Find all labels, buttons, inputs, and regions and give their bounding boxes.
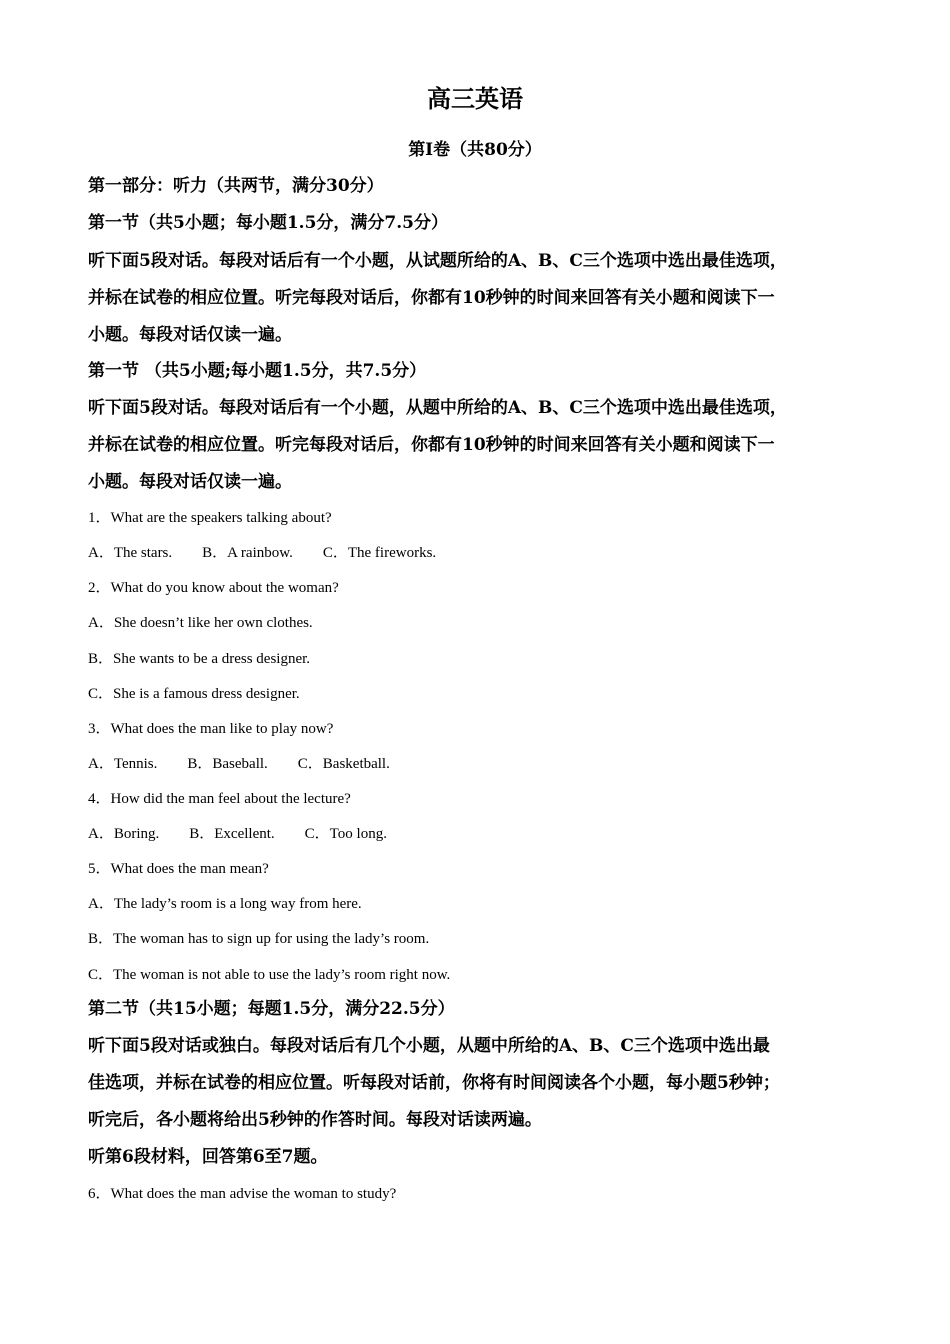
question-4: 4．How did the man feel about the lecture? (88, 791, 351, 807)
question-6: 6．What does the man advise the woman to study? (88, 1186, 397, 1202)
option-b: B．Baseball. (187, 756, 268, 772)
question-5-option-a: A．The lady’s room is a long way from here. (88, 896, 362, 912)
question-1: 1．What are the speakers talking about? (88, 510, 332, 526)
section1-instructions-line3: 小题。每段对话仅读一遍。 (88, 325, 292, 345)
option-a: A．Tennis. (88, 756, 158, 772)
section1-instructions-repeat-line3: 小题。每段对话仅读一遍。 (88, 472, 292, 492)
section1-heading-repeat: 第一节 （共5小题;每小题1.5分，共7.5分） (88, 361, 427, 381)
section1-heading: 第一节（共5小题；每小题1.5分，满分7.5分） (88, 213, 448, 233)
material-6-heading: 听第6段材料，回答第6至7题。 (88, 1147, 328, 1167)
section2-heading: 第二节（共15小题；每题1.5分，满分22.5分） (88, 999, 455, 1019)
option-a: A．Boring. (88, 826, 160, 842)
question-5-option-b: B．The woman has to sign up for using the lady’s room. (88, 931, 430, 947)
option-c: C．The fireworks. (322, 545, 437, 561)
question-1-options (88, 543, 466, 563)
question-3: 3．What does the man like to play now? (88, 721, 334, 737)
question-2-option-c: C．She is a famous dress designer. (88, 686, 300, 702)
section2-instructions-line3: 听完后，各小题将给出5秒钟的作答时间。每段对话读两遍。 (88, 1110, 542, 1130)
section1-instructions-line2: 并标在试卷的相应位置。听完每段对话后，你都有10秒钟的时间来回答有关小题和阅读下一 (88, 288, 775, 308)
question-4-options (88, 824, 417, 844)
section1-instructions-line1: 听下面5段对话。每段对话后有一个小题，从试题所给的A、B、C三个选项中选出最佳选项， (88, 251, 787, 271)
part1-heading: 第一部分：听力（共两节，满分30分） (88, 176, 384, 196)
option-b: B．Excellent. (189, 826, 275, 842)
question-3-options (88, 754, 420, 774)
option-c: C．Basketball. (297, 756, 390, 772)
option-c: C．Too long. (304, 826, 387, 842)
option-b: B．A rainbow. (202, 545, 293, 561)
question-2-option-b: B．She wants to be a dress designer. (88, 651, 311, 667)
question-2: 2．What do you know about the woman? (88, 580, 339, 596)
section2-instructions-line2: 佳选项，并标在试卷的相应位置。听每段对话前，你将有时间阅读各个小题，每小题5秒钟； (88, 1073, 780, 1093)
question-5: 5．What does the man mean? (88, 861, 269, 877)
question-5-option-c: C．The woman is not able to use the lady’s room right now. (88, 967, 451, 983)
section1-instructions-repeat-line2: 并标在试卷的相应位置。听完每段对话后，你都有10秒钟的时间来回答有关小题和阅读下一 (88, 435, 775, 455)
option-a: A．The stars. (88, 545, 173, 561)
section2-instructions-line1: 听下面5段对话或独白。每段对话后有几个小题，从题中所给的A、B、C三个选项中选出最 (88, 1036, 770, 1056)
page-title: 高三英语 (427, 84, 523, 113)
section1-instructions-repeat-line1: 听下面5段对话。每段对话后有一个小题，从题中所给的A、B、C三个选项中选出最佳选项， (88, 398, 787, 418)
volume-subtitle: 第I卷（共80分） (408, 140, 542, 160)
question-2-option-a: A．She doesn’t like her own clothes. (88, 615, 313, 631)
